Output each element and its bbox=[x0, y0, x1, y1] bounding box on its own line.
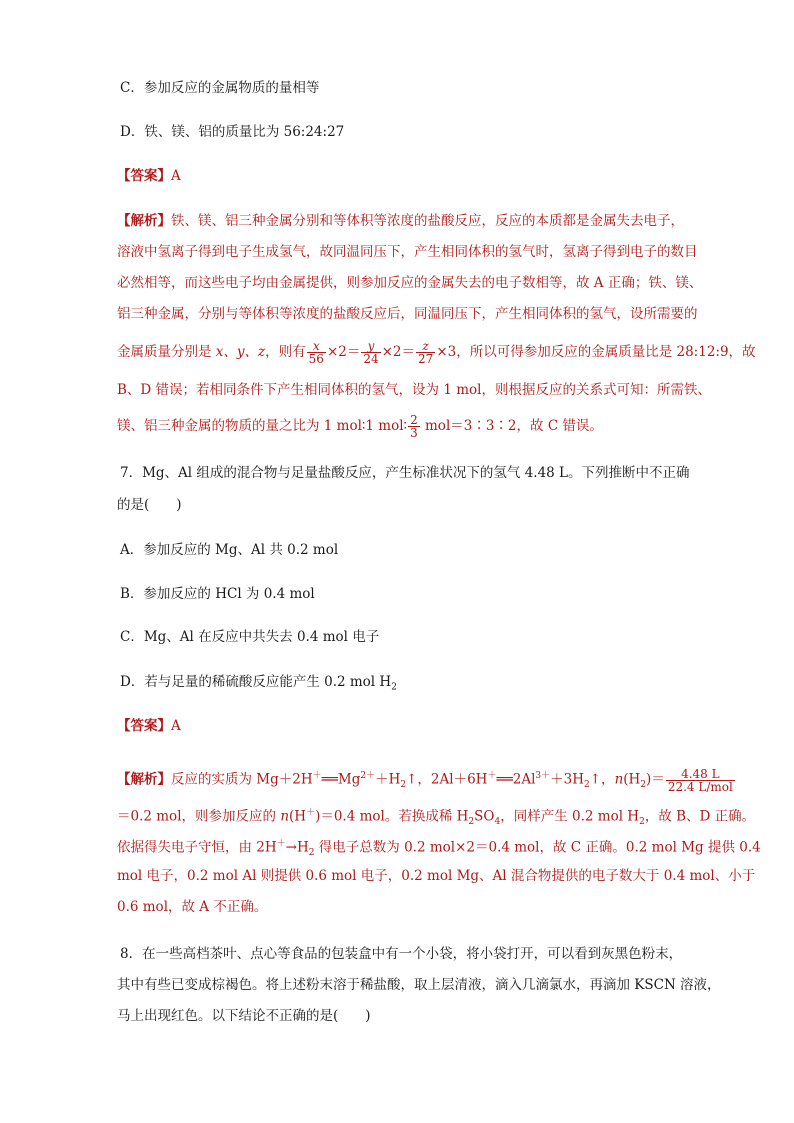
eq-text: ＋H bbox=[375, 771, 401, 788]
q7-analysis-line-5: 0.6 mol，故 A 不正确。 bbox=[117, 899, 268, 915]
eq-text: (H bbox=[289, 808, 307, 825]
analysis-text: 金属质量分别是 bbox=[117, 344, 216, 360]
option-c-prev: C．参加反应的金属物质的量相等 bbox=[120, 80, 320, 96]
analysis-line-5 bbox=[117, 340, 756, 365]
analysis-text: 铁、镁、铝三种金属分别和等体积等浓度的盐酸反应，反应的本质都是金属失去电子， bbox=[171, 213, 684, 229]
analysis-label: 【解析】 bbox=[117, 213, 171, 229]
eq-text: ，故 B、D 正确。 bbox=[644, 808, 756, 825]
q7-analysis-line-3 bbox=[117, 834, 761, 863]
superscript: ＋ bbox=[487, 771, 497, 781]
eq-text: 反应的实质为 Mg＋2H bbox=[171, 771, 313, 788]
fraction-4-48-over-22-4: $\frac{4.48 L}{\text{22.4 L/mol}}$ bbox=[667, 766, 733, 794]
answer-row-prev bbox=[117, 166, 181, 186]
eq-text: ，同样产生 0.2 mol H bbox=[500, 808, 640, 825]
subscript: 4 bbox=[494, 817, 501, 828]
eq-text: (H bbox=[623, 771, 641, 788]
analysis-text: mol＝3∶3∶2，故 C 错误。 bbox=[420, 418, 603, 434]
q7-analysis-line-2 bbox=[117, 803, 755, 832]
eq-text: ＝0.2 mol，则参加反应的 bbox=[117, 808, 281, 825]
analysis-text: ×2＝ bbox=[381, 344, 416, 360]
analysis-text: ×2＝ bbox=[326, 344, 361, 360]
eq-text: ＋3H bbox=[550, 771, 585, 788]
q8-stem-line-2: 其中有些已变成棕褐色。将上述粉末溶于稀盐酸，取上层清液，滴入几滴氯水，再滴加 KSCN 溶液， bbox=[117, 977, 721, 993]
subscript: 2 bbox=[308, 848, 315, 859]
q7-option-c: C．Mg、Al 在反应中共失去 0.4 mol 电子 bbox=[120, 629, 380, 645]
eq-text: ↑，2Al＋6H bbox=[406, 771, 488, 788]
superscript: ＋ bbox=[306, 808, 316, 818]
analysis-line-6: B、D 错误；若相同条件下产生相同体积的氢气，设为 1 mol，则根据反应的关系式可知：所需铁、 bbox=[117, 382, 711, 398]
n-symbol: n bbox=[614, 771, 624, 788]
eq-text: →H bbox=[285, 839, 309, 856]
superscript: 3＋ bbox=[535, 771, 551, 781]
superscript: 2＋ bbox=[360, 771, 376, 781]
analysis-line-2: 溶液中氢离子得到电子生成氢气，故同温同压下，产生相同体积的氢气时，氢离子得到电子的数目 bbox=[117, 244, 698, 260]
subscript: 2 bbox=[639, 817, 645, 828]
eq-text: 依据得失电子守恒，由 2H bbox=[117, 839, 277, 856]
q7-analysis-line-4: mol 电子，0.2 mol Al 则提供 0.6 mol 电子，0.2 mol Mg、Al 混合物提供的电子数大于 0.4 mol、小于 bbox=[117, 868, 756, 884]
answer-label: 【答案】 bbox=[117, 718, 171, 734]
q7-option-d bbox=[120, 672, 397, 698]
eq-text: SO bbox=[474, 808, 495, 825]
analysis-text: ×3，所以可得参加反应的金属质量比是 28:12:9，故 bbox=[436, 344, 756, 360]
analysis-label: 【解析】 bbox=[117, 771, 171, 788]
eq-text: )＝0.4 mol。若换成稀 H bbox=[315, 808, 469, 825]
q7-option-a: A．参加反应的 Mg、Al 共 0.2 mol bbox=[120, 542, 339, 558]
answer-value: A bbox=[171, 718, 181, 734]
analysis-line-7 bbox=[117, 414, 603, 439]
q7-stem-line-1: 7．Mg、Al 组成的混合物与足量盐酸反应，产生标准状况下的氢气 4.48 L。下列推断中不正确 bbox=[120, 465, 690, 481]
eq-text: 得电子总数为 0.2 mol×2＝0.4 mol，故 C 正确。0.2 mol Mg 提供 0.4 bbox=[314, 839, 761, 856]
superscript: ＋ bbox=[276, 839, 286, 849]
eq-text: ══2Al bbox=[496, 771, 536, 788]
variables: x、y、z bbox=[215, 344, 266, 360]
fraction-x-56: $\frac{x}{56}$ bbox=[308, 339, 324, 366]
eq-text: ↑， bbox=[589, 771, 615, 788]
option-d-prev: D．铁、镁、铝的质量比为 56:24:27 bbox=[120, 124, 345, 140]
subscript: 2 bbox=[584, 780, 590, 791]
n-symbol: n bbox=[280, 808, 290, 825]
eq-text: ══Mg bbox=[321, 771, 361, 788]
subscript: 2 bbox=[640, 780, 647, 791]
q7-stem-line-2: 的是( ) bbox=[117, 497, 182, 513]
analysis-line-4: 铝三种金属，分别与等体积等浓度的盐酸反应后，同温同压下，产生相同体积的氢气，设所需要的 bbox=[117, 306, 698, 322]
analysis-line-1 bbox=[117, 211, 684, 231]
q7-analysis-line-1 bbox=[117, 766, 736, 795]
answer-label: 【答案】 bbox=[117, 168, 171, 184]
subscript: 2 bbox=[400, 780, 407, 791]
analysis-line-3: 必然相等，而这些电子均由金属提供，则参加反应的金属失去的电子数相等，故 A 正确；铁、镁、 bbox=[117, 275, 703, 291]
q7-option-b: B．参加反应的 HCl 为 0.4 mol bbox=[120, 586, 315, 602]
option-text: D．若与足量的稀硫酸反应能产生 0.2 mol H bbox=[120, 674, 392, 690]
answer-value: A bbox=[171, 168, 181, 184]
fraction-z-27: $\frac{z}{27}$ bbox=[418, 339, 434, 366]
subscript: 2 bbox=[391, 682, 397, 693]
fraction-2-3: $\frac{2}{3}$ bbox=[410, 413, 418, 440]
superscript: ＋ bbox=[312, 771, 322, 781]
eq-text: )＝ bbox=[646, 771, 665, 788]
fraction-y-24: $\frac{y}{24}$ bbox=[363, 339, 379, 366]
q8-stem-line-1: 8．在一些高档茶叶、点心等食品的包装盒中有一个小袋，将小袋打开，可以看到灰黑色粉末， bbox=[120, 946, 683, 962]
analysis-text: 镁、铝三种金属的物质的量之比为 1 mol∶1 mol∶ bbox=[117, 418, 408, 434]
q8-stem-line-3: 马上出现红色。以下结论不正确的是( ) bbox=[117, 1008, 371, 1024]
subscript: 2 bbox=[468, 817, 475, 828]
q7-answer-row bbox=[117, 716, 181, 736]
analysis-text: ，则有 bbox=[265, 344, 306, 360]
